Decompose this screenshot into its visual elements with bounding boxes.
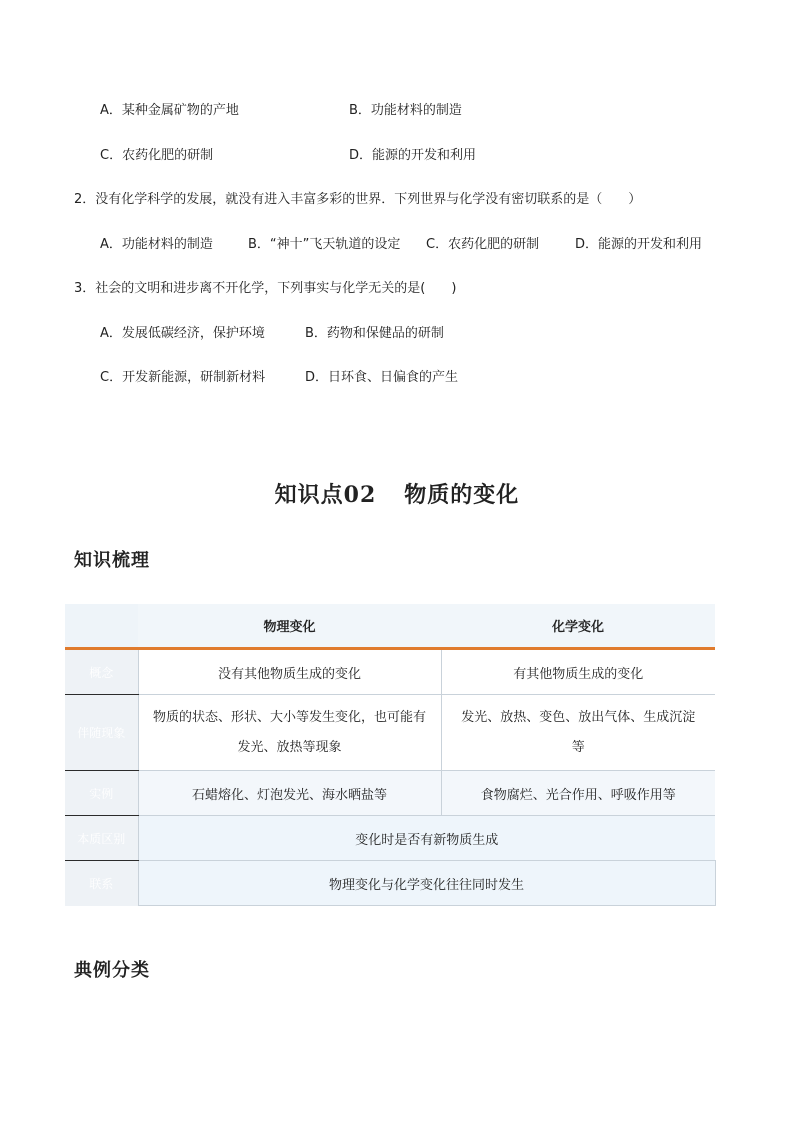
q3-stem: 3．社会的文明和进步离不开化学，下列事实与化学无关的是( ) <box>74 281 457 296</box>
table-cell: 有其他物质生成的变化 <box>441 649 715 695</box>
row-label: 概念 <box>65 649 138 695</box>
table-header-row <box>65 604 715 649</box>
q1-option-c: C．农药化肥的研制 <box>100 148 214 163</box>
table-cell: 食物腐烂、光合作用、呼吸作用等 <box>441 771 715 816</box>
q2-option-a: A．功能材料的制造 <box>100 237 213 252</box>
table-cell-merged: 变化时是否有新物质生成 <box>138 816 715 861</box>
table-row <box>65 695 715 771</box>
table-header-physical: 物理变化 <box>138 604 441 649</box>
cell-line: 等 <box>571 739 585 755</box>
table-cell: 石蜡熔化、灯泡发光、海水晒盐等 <box>138 771 441 816</box>
knowledge-point-title: 物质的变化 <box>404 482 520 508</box>
row-label: 伴随现象 <box>65 695 138 771</box>
q1-option-d: D．能源的开发和利用 <box>349 148 477 163</box>
cell-line: 发光、放热等现象 <box>237 739 342 755</box>
q3-option-b: B．药物和保健品的研制 <box>305 326 444 341</box>
cell-line: 物质的状态、形状、大小等发生变化，也可能有 <box>152 709 426 725</box>
table-row <box>65 649 715 695</box>
section-heading-review: 知识梳理 <box>74 550 150 571</box>
q3-option-a: A．发展低碳经济，保护环境 <box>100 326 265 341</box>
q3-option-d: D．日环食、日偏食的产生 <box>305 370 459 385</box>
q2-option-c: C．农药化肥的研制 <box>426 237 540 252</box>
q2-stem: 2．没有化学科学的发展，就没有进入丰富多彩的世界．下列世界与化学没有密切联系的是（ ） <box>74 192 642 207</box>
table-row <box>65 816 715 861</box>
table-cell <box>138 695 441 771</box>
q1-option-a: A．某种金属矿物的产地 <box>100 103 239 118</box>
row-label: 实例 <box>65 771 138 816</box>
cell-line: 发光、放热、变色、放出气体、生成沉淀 <box>461 709 696 725</box>
table-header-chemical: 化学变化 <box>441 604 715 649</box>
table-cell <box>441 695 715 771</box>
table-header-blank <box>65 604 138 649</box>
table-row <box>65 771 715 816</box>
table-row <box>65 861 715 906</box>
knowledge-point-heading <box>0 478 794 509</box>
section-heading-examples: 典例分类 <box>74 960 150 981</box>
row-label: 本质区别 <box>65 816 138 861</box>
q3-option-c: C．开发新能源，研制新材料 <box>100 370 266 385</box>
q2-option-d: D．能源的开发和利用 <box>575 237 703 252</box>
table-cell: 没有其他物质生成的变化 <box>138 649 441 695</box>
q2-option-b: B．“神十”飞天轨道的设定 <box>248 237 401 252</box>
knowledge-table <box>65 604 716 906</box>
knowledge-point-number: 知识点02 <box>274 482 377 508</box>
row-label: 联系 <box>65 861 138 906</box>
table-cell-merged: 物理变化与化学变化往往同时发生 <box>138 861 715 906</box>
q1-option-b: B．功能材料的制造 <box>349 103 462 118</box>
